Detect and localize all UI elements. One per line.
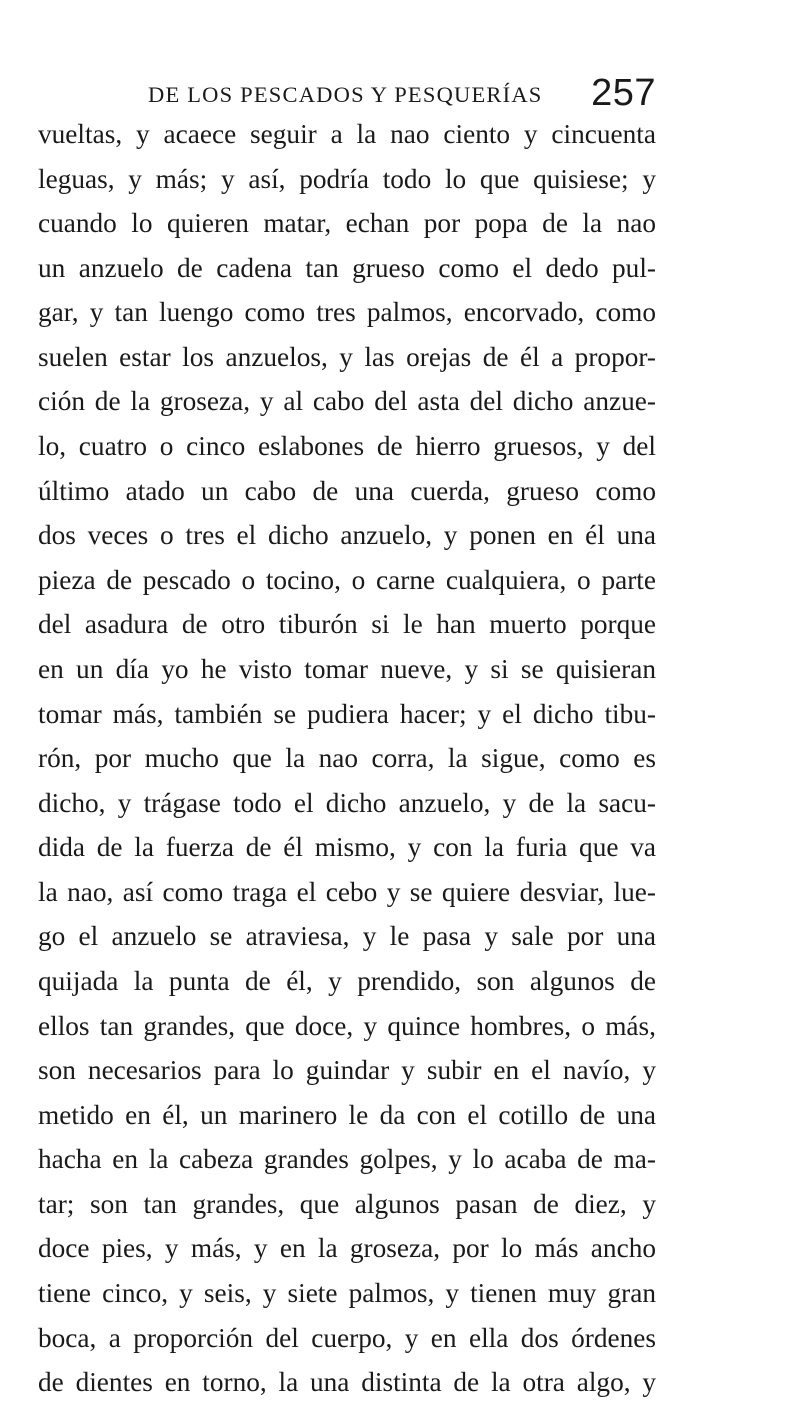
text-line: gar, y tan luengo como tres palmos, encorvado, como [38, 297, 656, 328]
text-line: la nao, así como traga el cebo y se quiere desviar, lue- [38, 876, 656, 907]
text-line: go el anzuelo se atraviesa, y le pasa y sale por una [38, 921, 656, 952]
text-line: ellos tan grandes, que doce, y quince hombres, o más, [38, 1010, 656, 1041]
text-line: metido en él, un marinero le da con el cotillo de una [38, 1099, 656, 1130]
text-line: dicho, y trágase todo el dicho anzuelo, y de la sacu- [38, 787, 656, 818]
text-line: último atado un cabo de una cuerda, grueso como [38, 475, 656, 506]
body-text [38, 112, 656, 1405]
running-title: DE LOS PESCADOS Y PESQUERÍAS [148, 82, 543, 107]
text-line: tar; son tan grandes, que algunos pasan de diez, y [38, 1188, 656, 1219]
text-line: doce pies, y más, y en la groseza, por lo más ancho [38, 1233, 656, 1264]
text-line: pieza de pescado o tocino, o carne cualquiera, o parte [38, 564, 656, 595]
text-line: de dientes en torno, la una distinta de la otra algo, y [38, 1367, 656, 1398]
text-line: del asadura de otro tiburón si le han muerto porque [38, 609, 656, 640]
text-line: cuando lo quieren matar, echan por popa de la nao [38, 208, 656, 239]
text-line: lo, cuatro o cinco eslabones de hierro gruesos, y del [38, 431, 656, 462]
page-number: 257 [591, 72, 656, 114]
text-line: hacha en la cabeza grandes golpes, y lo acaba de ma- [38, 1144, 656, 1175]
text-line: en un día yo he visto tomar nueve, y si se quisieran [38, 653, 656, 684]
text-line: tomar más, también se pudiera hacer; y el dicho tibu- [38, 698, 656, 729]
text-line: leguas, y más; y así, podría todo lo que quisiese; y [38, 163, 656, 194]
text-line: un anzuelo de cadena tan grueso como el dedo pul- [38, 252, 656, 283]
text-line: tiene cinco, y seis, y siete palmos, y tienen muy gran [38, 1278, 656, 1309]
running-head [96, 74, 656, 114]
text-line: dida de la fuerza de él mismo, y con la furia que va [38, 832, 656, 863]
text-line: suelen estar los anzuelos, y las orejas de él a propor- [38, 341, 656, 372]
text-line: rón, por mucho que la nao corra, la sigue, como es [38, 743, 656, 774]
text-line: ción de la groseza, y al cabo del asta del dicho anzue- [38, 386, 656, 417]
text-line: quijada la punta de él, y prendido, son algunos de [38, 965, 656, 996]
text-line: vueltas, y acaece seguir a la nao ciento y cincuenta [38, 119, 656, 149]
text-line: dos veces o tres el dicho anzuelo, y ponen en él una [38, 520, 656, 551]
text-line: son necesarios para lo guindar y subir en el navío, y [38, 1055, 656, 1086]
text-line: boca, a proporción del cuerpo, y en ella dos órdenes [38, 1322, 656, 1353]
